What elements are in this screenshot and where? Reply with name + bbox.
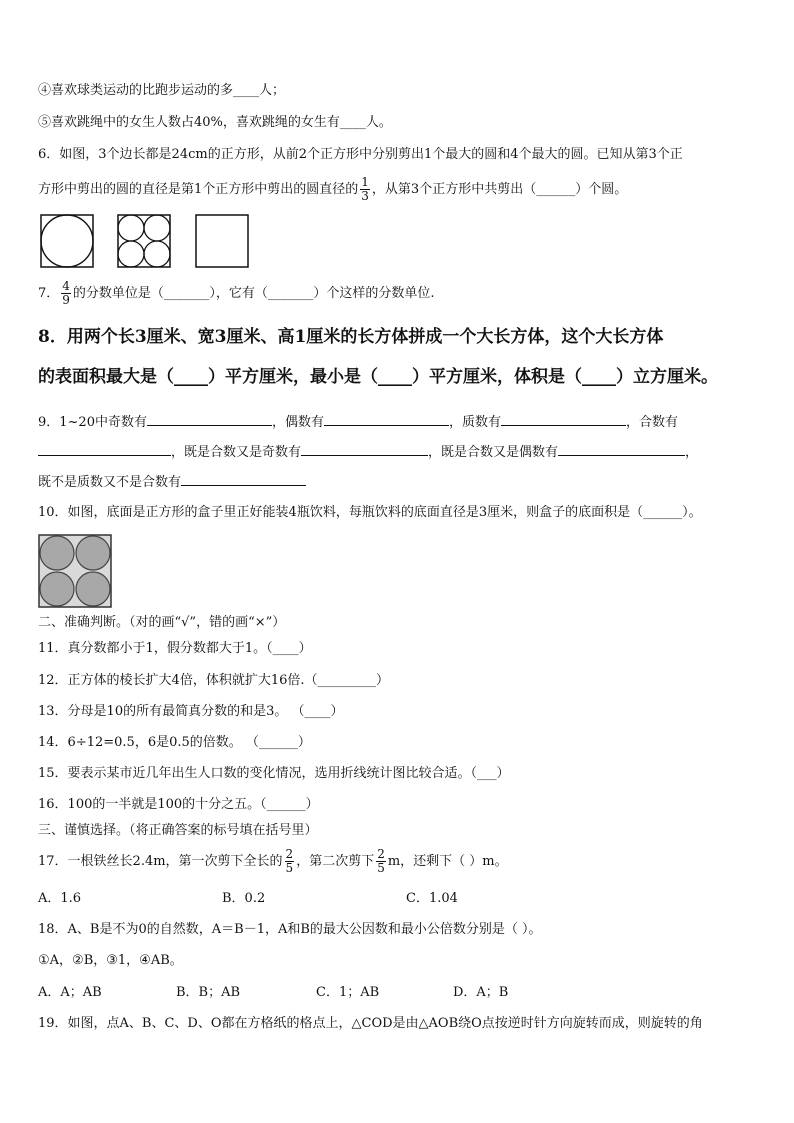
q9-odd-label: 9．1~20中奇数有	[38, 415, 147, 430]
q16-line: 16．100的一半就是100的十分之五。（______）	[38, 797, 319, 812]
q18-option-d[interactable]: D．A；B	[453, 985, 509, 1000]
q13-line: 13．分母是10的所有最简真分数的和是3。 （____）	[38, 704, 344, 719]
q17-fraction-1	[285, 848, 295, 875]
q17-option-c[interactable]: C．1.04	[406, 891, 458, 906]
q6-fraction	[360, 176, 370, 203]
q6-fraction-num: 1	[361, 175, 369, 189]
q17-text-a: 17．一根铁丝长2.4m，第一次剪下全长的	[38, 854, 283, 869]
q9-comma: ，	[685, 445, 699, 460]
q9-composite-blank[interactable]	[38, 442, 171, 456]
empty-square	[196, 215, 248, 267]
q18-option-c[interactable]: C．1；AB	[316, 985, 380, 1000]
q9-odd-blank[interactable]	[147, 412, 272, 426]
q12-line: 12．正方体的棱长扩大4倍，体积就扩大16倍.（_________）	[38, 673, 389, 688]
q8-line-1: 8．用两个长3厘米、宽3厘米、高1厘米的长方体拼成一个大长方体，这个大长方体	[38, 327, 664, 347]
q9-line-1	[38, 412, 678, 432]
q17-fraction-2-den: 5	[377, 861, 385, 875]
q6-fraction-den: 3	[361, 189, 369, 203]
q8-line-2: 的表面积最大是（____）平方厘米，最小是（____）平方厘米，体积是（____）立方厘米。	[38, 367, 718, 387]
q7-fraction	[61, 280, 71, 307]
square-with-one-circle	[41, 215, 93, 267]
q9-line-2	[38, 442, 698, 462]
q18-choices: ①A，②B，③1，④AB。	[38, 953, 183, 968]
q10-line: 10．如图，底面是正方形的盒子里正好能装4瓶饮料，每瓶饮料的底面直径是3厘米，则盒子的底面积是（______）。	[38, 505, 702, 520]
q17-line	[38, 844, 508, 880]
q9-prime-blank[interactable]	[501, 412, 626, 426]
q11-line: 11．真分数都小于1，假分数都大于1。（____）	[38, 641, 312, 656]
q18-line: 18．A、B是不为0的自然数，A＝B－1，A和B的最大公因数和最小公倍数分别是（ ）。	[38, 922, 542, 937]
q10-figure	[38, 534, 112, 608]
q17-text-b: ，第二次剪下	[296, 854, 375, 869]
q17-fraction-1-den: 5	[285, 861, 294, 875]
q7-fraction-den: 9	[62, 293, 70, 307]
q17-fraction-2-num: 2	[377, 847, 385, 861]
q15-line: 15．要表示某市近几年出生人口数的变化情况，选用折线统计图比较合适。（___）	[38, 766, 510, 781]
q17-option-a[interactable]: A．1.6	[38, 891, 82, 906]
section-2-title: 二、准确判断。（对的画“√”，错的画“×”）	[38, 615, 286, 630]
q5-line-4: ④喜欢球类运动的比跑步运动的多____人；	[38, 83, 286, 98]
q9-line-3	[38, 472, 306, 492]
q7-text: 的分数单位是（_______），它有（_______）个这样的分数单位.	[72, 286, 435, 301]
q7-number: 7．	[38, 286, 60, 301]
q6-line-2	[38, 172, 627, 208]
q14-line: 14．6÷12=0.5，6是0.5的倍数。 （______）	[38, 735, 311, 750]
q19-line: 19．如图，点A、B、C、D、O都在方格纸的格点上，△COD是由△AOB绕O点按逆时针方向旋转而成，则旋转的角	[38, 1016, 703, 1031]
q9-even-composite-blank[interactable]	[558, 442, 685, 456]
q17-option-b[interactable]: B．0.2	[222, 891, 266, 906]
q18-option-a[interactable]: A．A；AB	[38, 985, 102, 1000]
q7-line	[38, 276, 435, 312]
q18-option-b[interactable]: B．B；AB	[176, 985, 241, 1000]
q9-neither-blank[interactable]	[181, 472, 306, 486]
q6-line-2-a: 方形中剪出的圆的直径是第1个正方形中剪出的圆直径的	[38, 182, 359, 197]
q6-line-2-b: ，从第3个正方形中共剪出（______）个圆。	[371, 182, 628, 197]
square-with-four-circles	[118, 215, 170, 267]
q17-fraction-1-num: 2	[285, 847, 294, 861]
q7-fraction-num: 4	[62, 279, 70, 293]
q6-figure	[40, 214, 252, 270]
q9-even-label: ，偶数有	[271, 415, 324, 430]
q17-text-c: m，还剩下（ ）m。	[387, 854, 508, 869]
q9-even-blank[interactable]	[324, 412, 449, 426]
q5-line-5: ⑤喜欢跳绳中的女生人数占40%，喜欢跳绳的女生有____人。	[38, 115, 392, 130]
q9-composite-label: ，合数有	[626, 415, 679, 430]
q9-neither-label: 既不是质数又不是合数有	[38, 475, 182, 490]
q9-odd-composite-blank[interactable]	[301, 442, 428, 456]
q6-line-1: 6．如图，3个边长都是24cm的正方形，从前2个正方形中分别剪出1个最大的圆和4个最大的圆。已知从第3个正	[38, 147, 683, 162]
section-3-title: 三、谨慎选择。（将正确答案的标号填在括号里）	[38, 823, 318, 838]
q9-prime-label: ，质数有	[449, 415, 502, 430]
q9-odd-composite-label: ，既是合数又是奇数有	[171, 445, 302, 460]
q9-even-composite-label: ，既是合数又是偶数有	[428, 445, 559, 460]
q17-fraction-2	[376, 848, 386, 875]
